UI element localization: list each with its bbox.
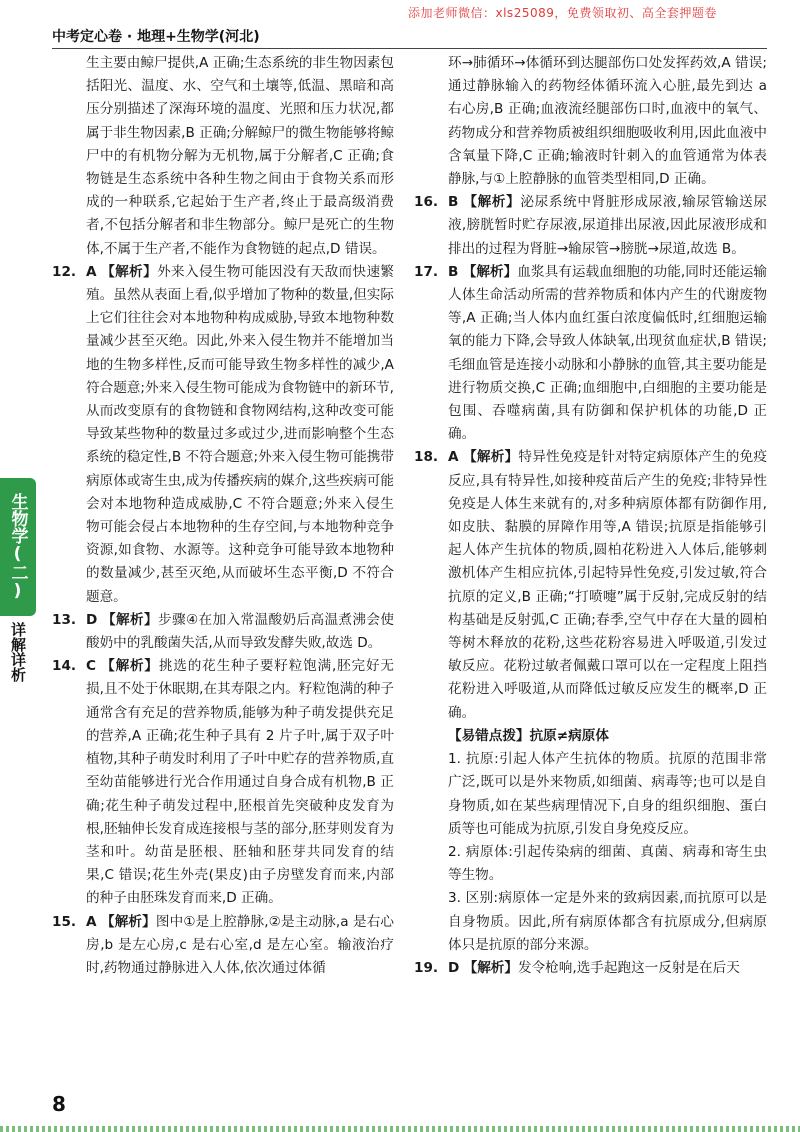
item-answer: D bbox=[86, 611, 98, 628]
watermark-text: 添加老师微信：xls25089，免费领取初、高全套押题卷 bbox=[408, 6, 717, 20]
footer-stripe bbox=[0, 1126, 800, 1132]
tip-item: 1. 抗原:引起人体产生抗体的物质。抗原的范围非常广泛,既可以是外来物质,如细菌、病毒等;也可以是自身物质,如在某些病理情况下,自身的组织细胞、蛋白质等也可能成为抗原,引发自身免疫反应。 bbox=[448, 751, 767, 837]
answer-item-14 bbox=[52, 655, 394, 910]
item-text: 图中①是上腔静脉,②是主动脉,a 是右心房,b 是左心房,c 是右心室,d 是左心室。输液治疗时,药物通过静脉进入人体,依次通过体循 bbox=[86, 913, 395, 976]
item-answer: B bbox=[448, 194, 459, 211]
item-number: 18. bbox=[414, 449, 439, 466]
continuation-text: 生主要由鲸尸提供,A 正确;生态系统的非生物因素包括阳光、温度、水、空气和土壤等,低温、黑暗和高压分别描述了深海环境的温度、光照和压力状况,都属于非生物因素,B 正确;分解鲸尸的微生物能够将鲸尸中的有机物分解为无机物,属于分解者,C 正确;食物链是生态系统中各种生物之间由于食物关系而形成的一种联系,它起始于生产者,终止于最高级消费者,不包括分解者和非生物部分。鲸尸是死亡的生物体,不属于生产者,不能作为食物链的起点,D 错误。 bbox=[86, 55, 395, 257]
item-body bbox=[86, 655, 394, 910]
item-body bbox=[86, 609, 394, 655]
item-text: 泌尿系统中肾脏形成尿液,输尿管输送尿液,膀胱暂时贮存尿液,尿道排出尿液,因此尿液形成和排出的过程为肾脏→输尿管→膀胱→尿道,故选 B。 bbox=[448, 194, 767, 257]
answer-item-13 bbox=[52, 609, 394, 655]
item-body bbox=[86, 261, 394, 609]
page-header: 中考定心卷 · 地理+生物学(河北) bbox=[52, 29, 260, 45]
item-text: 特异性免疫是针对特定病原体产生的免疫反应,具有特异性,如接种疫苗后产生的免疫;非特异性免疫是人体生来就有的,对多种病原体都有防御作用,如皮肤、黏膜的屏障作用等,A 错误;抗原是指能够引起人体产生抗体的物质,圆柏花粉进入人体后,能够刺激机体产生相应抗体,引起特异性免疫,引发过敏,符合抗原的定义,B 正确;“打喷嚏”属于反射,完成反射的结构基础是反射弧,C 正确;春季,空气中存在大量的圆柏等树木释放的花粉,这些花粉容易进入呼吸道,引发过敏反应。花粉过敏者佩戴口罩可以在一定程度上阻挡花粉进入呼吸道,从而降低过敏反应发生的概率,D 正确。 bbox=[448, 449, 768, 721]
item-text: 外来入侵生物可能因没有天敌而快速繁殖。虽然从表面上看,似乎增加了物种的数量,但实际上它们往往会对本地物种构成威胁,导致本地物种数量减少甚至灭绝。因此,外来入侵生物并不能增加当地的生物多样性,反而可能导致生物多样性的减少,A 符合题意;外来入侵生物可能成为食物链中的新环节,从而改变原有的食物链和食物网结构,这种改变可能导致某些物种的数量过多或过少,进而影响整个生态系统的稳定性,B 不符合题意;外来入侵生物可能携带病原体或寄生虫,成为传播疾病的媒介,这些疾病可能会对本地物种造成威胁,C 不符合题意;外来入侵生物可能会侵占本地物种的生存空间,与本地物种竞争资源,如食物、水源等。这种竞争可能导致本地物种的数量减少,甚至灭绝,从而破坏生态平衡,D 不符合题意。 bbox=[86, 263, 395, 605]
answer-item-12 bbox=[52, 261, 394, 609]
subject-side-tab: 生物学(二) bbox=[0, 478, 36, 616]
item-text: 发令枪响,选手起跑这一反射是在后天 bbox=[518, 959, 740, 976]
item-answer: D bbox=[448, 959, 460, 976]
item-number: 16. bbox=[414, 194, 439, 211]
item-body bbox=[86, 911, 394, 981]
item-body bbox=[448, 191, 767, 261]
side-section-label: 详解详析 bbox=[9, 622, 27, 682]
answer-item-16 bbox=[414, 191, 767, 261]
item-tag: 【解析】 bbox=[463, 449, 519, 466]
tip-title: 【易错点拨】抗原≠病原体 bbox=[448, 727, 609, 744]
tip-item: 2. 病原体:引起传染病的细菌、真菌、病毒和寄生虫等生物。 bbox=[448, 843, 767, 884]
item-answer: A bbox=[86, 263, 97, 280]
item-answer: B bbox=[448, 263, 459, 280]
item-tag: 【解析】 bbox=[101, 658, 159, 675]
page-number: 8 bbox=[52, 1092, 66, 1116]
item-number: 19. bbox=[414, 959, 439, 976]
item-text: 步骤④在加入常温酸奶后高温煮沸会使酸奶中的乳酸菌失活,从而导致发酵失败,故选 D。 bbox=[86, 611, 395, 652]
item-number: 17. bbox=[414, 263, 439, 280]
left-column bbox=[52, 52, 394, 980]
item-tag: 【解析】 bbox=[463, 194, 521, 211]
item-body bbox=[448, 957, 767, 980]
item-tag: 【解析】 bbox=[101, 263, 158, 280]
item-answer: A bbox=[448, 449, 459, 466]
answer-item-18 bbox=[414, 446, 767, 724]
item-tag: 【解析】 bbox=[102, 611, 158, 628]
answer-item-15 bbox=[52, 911, 394, 981]
tip-item: 3. 区别:病原体一定是外来的致病因素,而抗原可以是自身物质。因此,所有病原体都含有抗原成分,但病原体只是抗原的部分来源。 bbox=[448, 890, 767, 953]
item-body bbox=[448, 446, 767, 724]
item-answer: A bbox=[86, 913, 97, 930]
item-tag: 【解析】 bbox=[462, 263, 518, 280]
item-tag: 【解析】 bbox=[463, 959, 518, 976]
item-answer: C bbox=[86, 658, 96, 675]
answer-item-17 bbox=[414, 261, 767, 447]
continuation-text: 环→肺循环→体循环到达腿部伤口处发挥药效,A 错误;通过静脉输入的药物经体循环流入心脏,最先到达 a 右心房,B 正确;血液流经腿部伤口时,血液中的氧气、药物成分和营养物质被组织细胞吸收利用,因此血液中含氧量下降,C 正确;输液时针刺入的血管通常为体表静脉,与①上腔静脉的血管类型相同,D 正确。 bbox=[448, 55, 767, 188]
right-column bbox=[414, 52, 767, 980]
item-tag: 【解析】 bbox=[100, 913, 156, 930]
item-number: 13. bbox=[52, 611, 77, 628]
item-text: 挑选的花生种子要籽粒饱满,胚完好无损,且不处于休眠期,在其寿限之内。籽粒饱满的种子通常含有充足的营养物质,能够为种子萌发提供充足的营养,A 正确;花生种子具有 2 片子叶,属于双子叶植物,其种子萌发时利用了子叶中贮存的营养物质,直至幼苗能够进行光合作用通过自身合成有机物,B 正确;花生种子萌发过程中,胚根首先突破种皮发育为根,胚轴伸长发育成连接根与茎的部分,胚芽则发育为茎和叶。幼苗是胚根、胚轴和胚芽共同发育的结果,C 错误;花生外壳(果皮)由子房壁发育而来,内部的种子由胚珠发育而来,D 正确。 bbox=[86, 658, 395, 907]
header-rule bbox=[52, 48, 767, 49]
answer-item-19 bbox=[414, 957, 767, 980]
item-text: 血浆具有运载血细胞的功能,同时还能运输人体生命活动所需的营养物质和体内产生的代谢废物等,A 正确;当人体内血红蛋白浓度偏低时,红细胞运输氧的能力下降,会导致人体缺氧,出现贫血症状,B 错误;毛细血管是连接小动脉和小静脉的血管,其主要功能是进行物质交换,C 正确;血细胞中,白细胞的主要功能是包围、吞噬病菌,具有防御和保护机体的功能,D 正确。 bbox=[448, 263, 768, 443]
item-body bbox=[448, 261, 767, 447]
item-number: 14. bbox=[52, 658, 77, 675]
item-number: 12. bbox=[52, 263, 77, 280]
item-number: 15. bbox=[52, 913, 77, 930]
